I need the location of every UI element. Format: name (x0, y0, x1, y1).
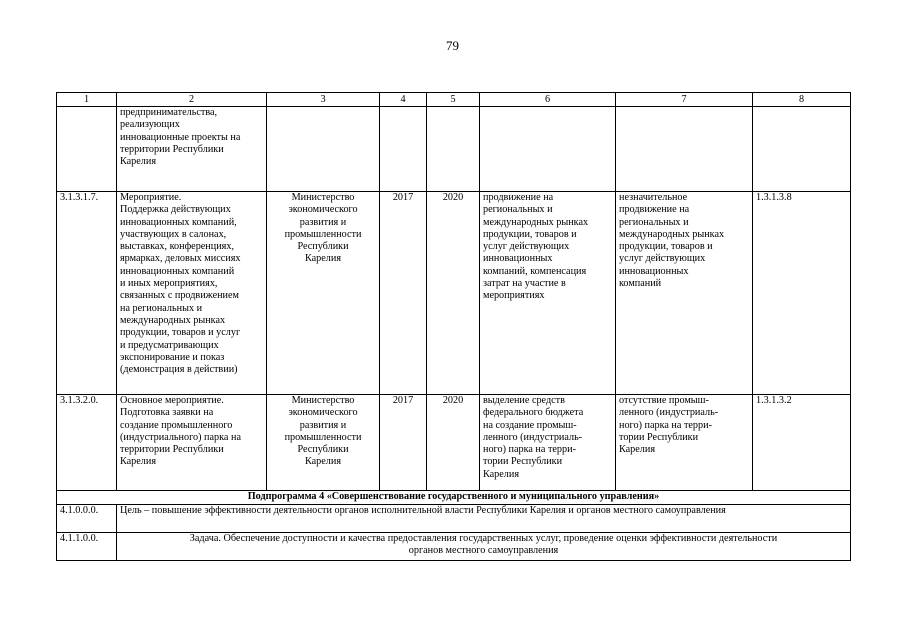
executor-cell (267, 107, 380, 192)
indicator-cell (753, 107, 851, 192)
consequences-cell: отсутствие промыш- ленного (индустриаль- ного) парка на терри- тории Республики Карелия (616, 395, 753, 491)
start-year-cell: 2017 (380, 192, 427, 395)
header-cell: 4 (380, 93, 427, 107)
code-cell: 4.1.0.0.0. (57, 505, 117, 533)
subprogram-title-row (57, 491, 851, 505)
header-cell: 3 (267, 93, 380, 107)
consequences-cell (616, 107, 753, 192)
consequences-cell: незначительное продвижение на региональных и международных рынках продукции, товаров и услуг действующих инновационных компаний (616, 192, 753, 395)
code-cell: 3.1.3.1.7. (57, 192, 117, 395)
result-cell: продвижение на региональных и международных рынках продукции, товаров и услуг действующих инновационных компаний, компенсация затрат на участие в мероприятиях (480, 192, 616, 395)
start-year-cell (380, 107, 427, 192)
header-cell: 8 (753, 93, 851, 107)
indicator-cell: 1.3.1.3.2 (753, 395, 851, 491)
executor-cell: Министерство экономического развития и промышленности Республики Карелия (267, 192, 380, 395)
code-cell: 4.1.1.0.0. (57, 533, 117, 561)
subprogram-title: Подпрограмма 4 «Совершенствование государственного и муниципального управления» (57, 491, 851, 505)
header-cell: 5 (427, 93, 480, 107)
executor-cell: Министерство экономического развития и промышленности Республики Карелия (267, 395, 380, 491)
table-row (57, 192, 851, 395)
table-header-row (57, 93, 851, 107)
header-cell: 1 (57, 93, 117, 107)
header-cell: 7 (616, 93, 753, 107)
code-cell (57, 107, 117, 192)
measure-name-cell: Основное мероприятие. Подготовка заявки на создание промышленного (индустриального) парка на территории Республики Карелия (117, 395, 267, 491)
measure-name-cell: Мероприятие. Поддержка действующих инновационных компаний, участвующих в салонах, выставках, конференциях, ярмарках, деловых миссиях инновационных компаний и иных мероприятиях, связанных с продвижением на региональных и международных рынках продукции, товаров и услуг и предусматривающих экспонирование и показ (демонстрация в действии) (117, 192, 267, 395)
result-cell: выделение средств федерального бюджета на создание промыш- ленного (индустриаль- ного) парка на терри- тории Республики Карелия (480, 395, 616, 491)
task-cell: Задача. Обеспечение доступности и качества предоставления государственных услуг, проведение оценки эффективности деятельности органов местного самоуправления (117, 533, 851, 561)
table-row (57, 533, 851, 561)
header-cell: 2 (117, 93, 267, 107)
start-year-cell: 2017 (380, 395, 427, 491)
end-year-cell: 2020 (427, 395, 480, 491)
measure-name-cell: предпринимательства, реализующих инновационные проекты на территории Республики Карелия (117, 107, 267, 192)
table-row (57, 107, 851, 192)
table-row (57, 395, 851, 491)
header-cell: 6 (480, 93, 616, 107)
page-number: 79 (446, 38, 459, 53)
measures-table (56, 92, 851, 561)
table-row (57, 505, 851, 533)
result-cell (480, 107, 616, 192)
end-year-cell (427, 107, 480, 192)
goal-cell: Цель – повышение эффективности деятельности органов исполнительной власти Республики Карелия и органов местного самоуправления (117, 505, 851, 533)
code-cell: 3.1.3.2.0. (57, 395, 117, 491)
indicator-cell: 1.3.1.3.8 (753, 192, 851, 395)
end-year-cell: 2020 (427, 192, 480, 395)
